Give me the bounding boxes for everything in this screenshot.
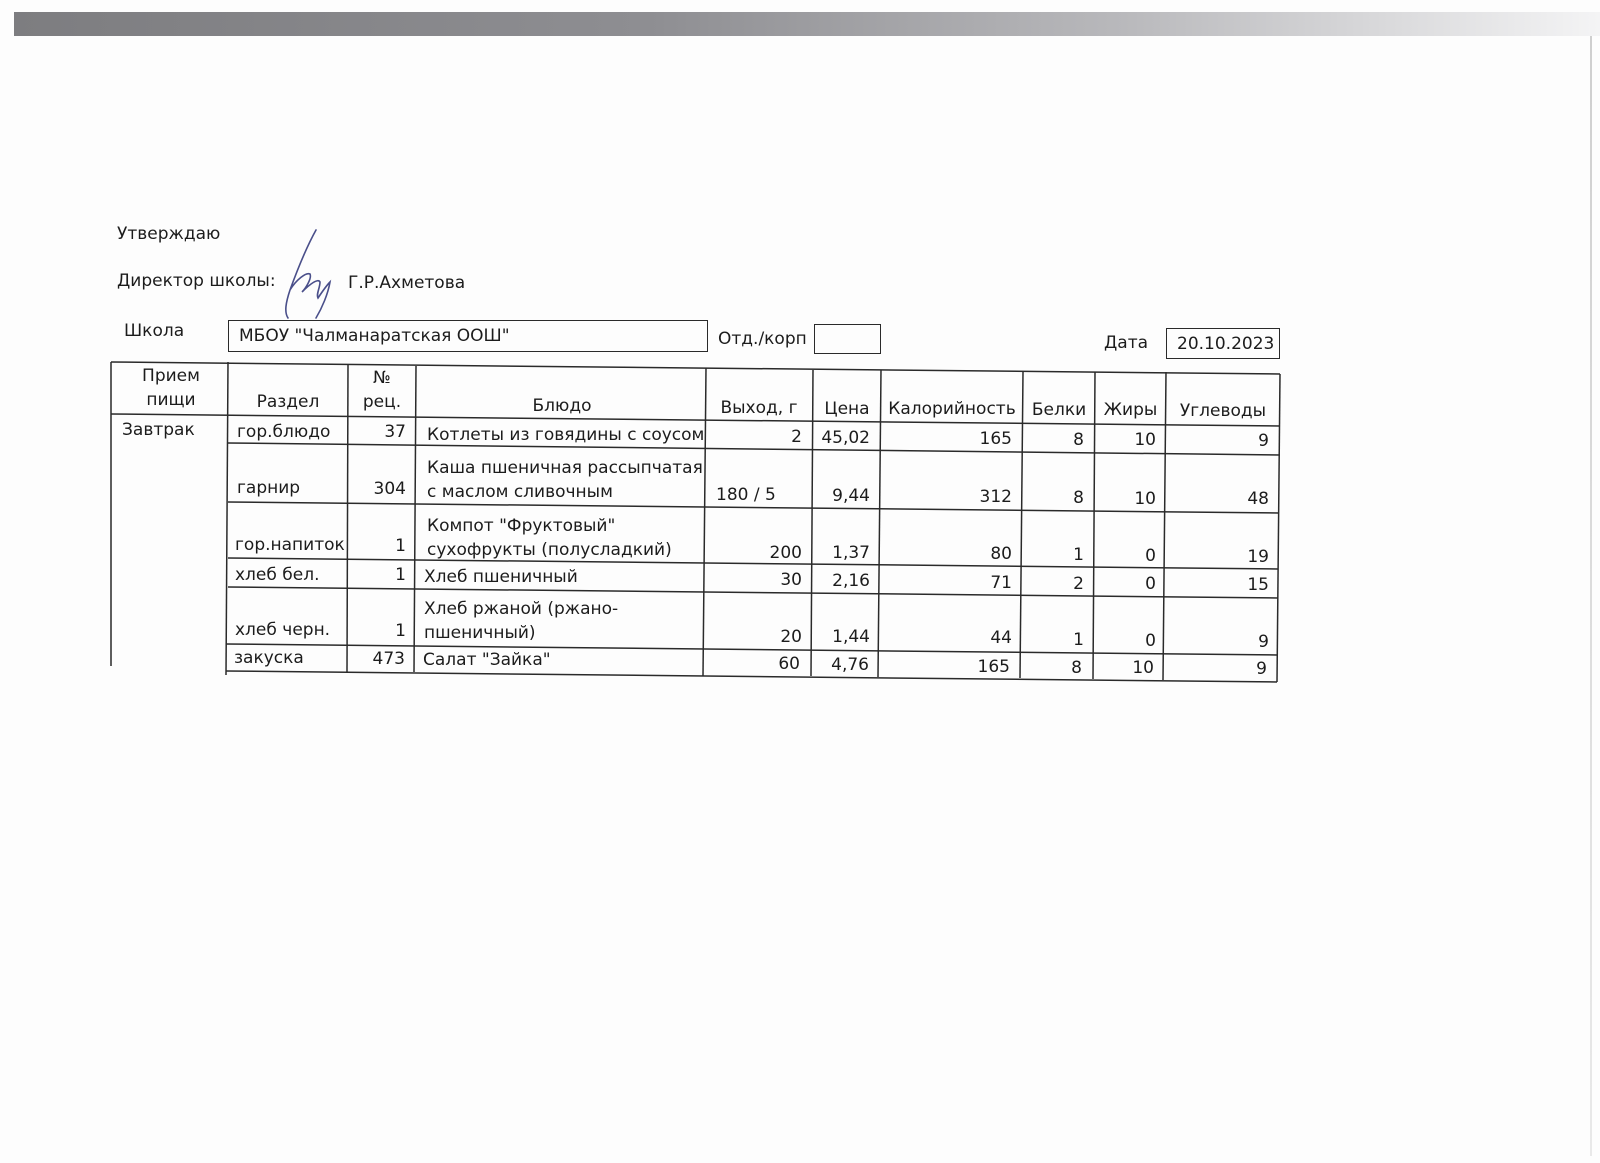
row-recipe: 304 (373, 479, 406, 499)
row-proteins: 8 (1073, 430, 1084, 450)
row-price: 1,44 (832, 627, 870, 647)
row-calories: 165 (979, 429, 1012, 449)
row-dish-line1: Хлеб пшеничный (424, 567, 578, 587)
row-price: 45,02 (821, 428, 870, 448)
approve-label: Утверждаю (117, 224, 221, 244)
row-carbs: 15 (1247, 575, 1269, 595)
date-label: Дата (1104, 333, 1149, 353)
row-yield: 2 (791, 427, 802, 447)
row-proteins: 1 (1073, 630, 1084, 650)
row-dish-line2: пшеничный) (424, 623, 536, 643)
row-carbs: 9 (1258, 431, 1269, 451)
row-carbs: 9 (1258, 632, 1269, 652)
row-proteins: 8 (1071, 658, 1082, 678)
date-field[interactable]: 20.10.2023 (1166, 328, 1280, 359)
col-carbs: Углеводы (1179, 401, 1267, 421)
row-fats: 0 (1145, 574, 1156, 594)
row-calories: 165 (977, 657, 1010, 677)
row-price: 4,76 (831, 655, 869, 675)
row-dish-line1: Хлеб ржаной (ржано- (424, 599, 619, 619)
col-recipe-line2: рец. (362, 392, 402, 412)
row-fats: 10 (1134, 430, 1156, 450)
col-recipe-line1: № (373, 368, 391, 388)
row-fats: 0 (1145, 546, 1156, 566)
director-signature-icon (276, 228, 336, 320)
school-label: Школа (124, 321, 185, 341)
director-label: Директор школы: (117, 271, 276, 291)
row-yield: 180 / 5 (716, 485, 776, 505)
row-carbs: 48 (1247, 489, 1269, 509)
col-meal-line2: пищи (146, 390, 196, 410)
row-price: 2,16 (832, 571, 870, 591)
row-dish-line2: с маслом сливочным (427, 482, 613, 502)
row-carbs: 19 (1247, 547, 1269, 567)
row-section: гор.блюдо (237, 422, 331, 442)
row-dish-line1: Котлеты из говядины с соусом (427, 425, 705, 445)
row-recipe: 1 (395, 621, 406, 641)
row-recipe: 1 (395, 536, 406, 556)
col-section: Раздел (256, 392, 320, 412)
row-section: гарнир (237, 478, 301, 498)
row-price: 1,37 (832, 543, 870, 563)
row-section: хлеб черн. (235, 620, 331, 640)
col-price: Цена (824, 399, 870, 419)
row-fats: 0 (1145, 631, 1156, 651)
branch-label: Отд./корп (718, 329, 807, 349)
col-calories: Калорийность (888, 399, 1016, 419)
scan-top-edge (14, 12, 1600, 36)
col-fats: Жиры (1103, 400, 1158, 420)
row-yield: 60 (778, 654, 800, 674)
school-field[interactable]: МБОУ "Чалманаратская ООШ" (228, 320, 708, 352)
row-price: 9,44 (832, 486, 870, 506)
row-section: закуска (234, 648, 304, 668)
row-calories: 80 (990, 544, 1012, 564)
row-fats: 10 (1132, 658, 1154, 678)
row-recipe: 473 (372, 649, 405, 669)
col-yield: Выход, г (720, 398, 798, 418)
row-fats: 10 (1134, 489, 1156, 509)
col-meal-line1: Прием (142, 366, 200, 386)
row-yield: 20 (780, 627, 802, 647)
row-yield: 30 (780, 570, 802, 590)
row-dish-line1: Компот "Фруктовый" (427, 516, 616, 536)
row-section: хлеб бел. (235, 565, 320, 585)
row-recipe: 37 (384, 422, 406, 442)
row-dish-line1: Салат "Зайка" (423, 650, 551, 670)
row-dish-line2: сухофрукты (полусладкий) (427, 540, 672, 560)
row-section: гор.напиток (235, 535, 345, 555)
row-calories: 312 (979, 487, 1012, 507)
row-proteins: 8 (1073, 488, 1084, 508)
branch-field[interactable] (814, 324, 881, 354)
row-yield: 200 (769, 543, 802, 563)
scan-right-edge (1590, 36, 1592, 1156)
row-proteins: 2 (1073, 574, 1084, 594)
row-proteins: 1 (1073, 545, 1084, 565)
row-recipe: 1 (395, 565, 406, 585)
row-calories: 44 (990, 628, 1012, 648)
row-calories: 71 (990, 573, 1012, 593)
row-dish-line1: Каша пшеничная рассыпчатая (427, 458, 703, 478)
col-dish: Блюдо (532, 396, 592, 416)
director-name: Г.Р.Ахметова (348, 273, 466, 293)
col-proteins: Белки (1031, 400, 1087, 420)
meal-name: Завтрак (122, 420, 195, 440)
row-carbs: 9 (1256, 659, 1267, 679)
